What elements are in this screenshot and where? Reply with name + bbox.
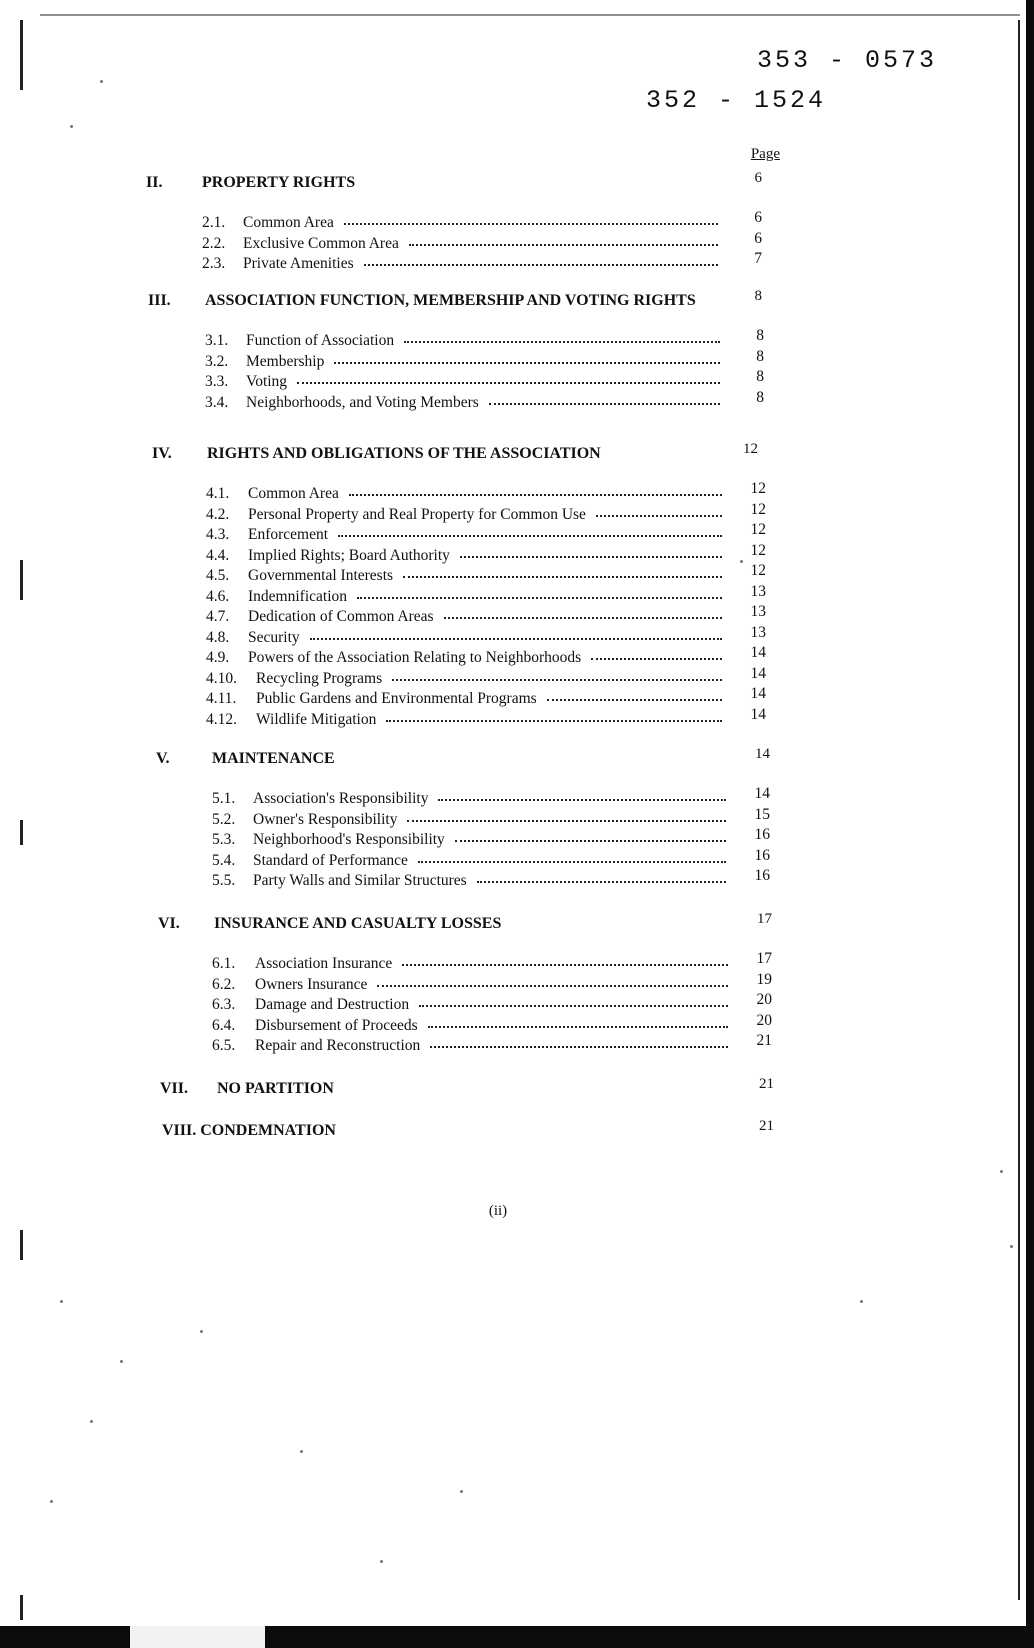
- stamp-number: 353 - 0573: [757, 46, 938, 75]
- toc-entry: [0, 582, 1034, 608]
- dot-leader: [377, 985, 728, 987]
- entry-title: Wildlife Mitigation: [256, 710, 377, 728]
- entry-page-number: 13: [750, 603, 766, 620]
- section-title: CONDEMNATION: [200, 1122, 336, 1139]
- toc-section: [0, 1076, 1034, 1104]
- entry-number: 4.12.: [206, 710, 237, 728]
- scan-speck: [90, 1420, 93, 1423]
- entry-number: 6.3.: [212, 996, 236, 1013]
- dot-leader: [428, 1026, 728, 1028]
- dot-leader: [438, 799, 726, 801]
- entry-title: Dedication of Common Areas: [248, 608, 434, 625]
- entry-page-number: 14: [750, 685, 766, 702]
- toc-entry: [0, 1011, 1034, 1037]
- section-number: IV.: [152, 445, 172, 462]
- dot-leader: [418, 861, 726, 863]
- entry-number: 3.4.: [205, 393, 229, 411]
- section-page-number: 21: [759, 1118, 774, 1134]
- entry-title: Common Area: [243, 214, 334, 231]
- toc-entry: [0, 209, 1034, 234]
- entry-number: 5.5.: [212, 872, 236, 889]
- entry-title: Public Gardens and Environmental Programs: [256, 690, 537, 707]
- entry-page-number: 20: [756, 991, 772, 1008]
- section-page-number: 12: [743, 441, 758, 457]
- dot-leader: [310, 638, 722, 640]
- entry-page-number: 13: [750, 623, 766, 641]
- entry-title: Owner's Responsibility: [253, 810, 398, 828]
- entry-number: 4.4.: [206, 546, 230, 564]
- entry-title: Recycling Programs: [256, 669, 383, 687]
- section-number: II.: [146, 174, 163, 191]
- toc-section: [0, 288, 1034, 316]
- entry-title: Exclusive Common Area: [243, 234, 399, 252]
- toc-entry: [0, 991, 1034, 1016]
- scan-speck: [60, 1300, 63, 1303]
- dot-leader: [460, 556, 722, 558]
- entry-number: 3.2.: [205, 352, 229, 370]
- scan-speck: [120, 1360, 123, 1363]
- entry-title: Damage and Destruction: [255, 996, 410, 1013]
- dot-leader: [364, 264, 718, 266]
- entry-number: 2.3.: [202, 255, 226, 272]
- section-page-number: 17: [757, 911, 772, 927]
- entry-title: Implied Rights; Board Authority: [248, 546, 450, 564]
- scan-edge-top: [40, 14, 1020, 16]
- scan-speck: [380, 1560, 383, 1563]
- dot-leader: [349, 494, 722, 496]
- toc-entry: [0, 805, 1034, 831]
- dot-leader: [404, 341, 720, 343]
- dot-leader: [338, 535, 722, 537]
- entry-page-number: 12: [750, 541, 766, 559]
- entry-title: Neighborhood's Responsibility: [253, 831, 445, 848]
- dot-leader: [386, 720, 722, 722]
- section-title: MAINTENANCE: [212, 750, 335, 767]
- toc-entry: [0, 826, 1034, 851]
- toc-entry: [0, 562, 1034, 587]
- entry-title: Indemnification: [248, 587, 347, 605]
- toc-entry: [0, 541, 1034, 567]
- entry-number: 4.1.: [206, 485, 230, 502]
- toc-entry: [0, 521, 1034, 546]
- scan-speck: [740, 560, 743, 563]
- entry-page-number: 16: [754, 846, 770, 864]
- scan-speck: [300, 1450, 303, 1453]
- toc-entry: [0, 388, 1034, 414]
- entry-page-number: 17: [756, 950, 772, 967]
- entry-number: 3.1.: [205, 332, 229, 349]
- dot-leader: [591, 658, 722, 660]
- entry-title: Disbursement of Proceeds: [255, 1016, 418, 1034]
- dot-leader: [357, 597, 722, 599]
- entry-number: 4.10.: [206, 669, 237, 687]
- entry-page-number: 16: [754, 826, 770, 843]
- page-number-footer: (ii): [488, 1203, 508, 1219]
- dot-leader: [477, 881, 726, 883]
- section-number: V.: [156, 750, 170, 767]
- toc-entry: [0, 623, 1034, 649]
- entry-page-number: 15: [754, 805, 770, 823]
- scan-speck: [860, 1300, 863, 1303]
- entry-page-number: 6: [754, 229, 762, 247]
- entry-page-number: 14: [754, 785, 770, 802]
- scan-edge-bottom-gap: [130, 1626, 265, 1648]
- scan-mark-left: [20, 1595, 23, 1620]
- section-page-number: 8: [754, 288, 762, 304]
- dot-leader: [455, 840, 726, 842]
- dot-leader: [489, 403, 720, 405]
- entry-title: Governmental Interests: [248, 567, 394, 584]
- dot-leader: [334, 362, 720, 364]
- dot-leader: [344, 223, 718, 225]
- entry-page-number: 8: [756, 388, 764, 406]
- toc-entry: [0, 500, 1034, 526]
- toc-section: [0, 746, 1034, 774]
- dot-leader: [403, 576, 722, 578]
- entry-page-number: 14: [750, 644, 766, 661]
- scan-speck: [1010, 1245, 1013, 1248]
- section-page-number: 14: [755, 746, 770, 762]
- scan-speck: [50, 1500, 53, 1503]
- entry-page-number: 7: [754, 250, 762, 267]
- entry-page-number: 13: [750, 582, 766, 600]
- entry-number: 6.5.: [212, 1037, 236, 1054]
- section-number: VI.: [158, 915, 180, 932]
- toc-entry: [0, 785, 1034, 810]
- entry-number: 4.8.: [206, 628, 230, 646]
- entry-title: Voting: [246, 373, 288, 390]
- scan-speck: [200, 1330, 203, 1333]
- scan-mark-left: [20, 1230, 23, 1260]
- toc-entry: [0, 327, 1034, 352]
- entry-title: Enforcement: [248, 526, 329, 543]
- section-title: NO PARTITION: [217, 1080, 334, 1097]
- entry-number: 5.1.: [212, 790, 236, 807]
- entry-title: Security: [248, 628, 300, 646]
- entry-page-number: 12: [750, 500, 766, 518]
- section-title: RIGHTS AND OBLIGATIONS OF THE ASSOCIATION: [207, 445, 601, 462]
- dot-leader: [297, 382, 720, 384]
- section-title: PROPERTY RIGHTS: [202, 174, 356, 191]
- entry-page-number: 14: [750, 664, 766, 682]
- toc-entry: [0, 250, 1034, 275]
- entry-title: Owners Insurance: [255, 975, 368, 993]
- dot-leader: [392, 679, 722, 681]
- toc-entry: [0, 664, 1034, 690]
- section-number: III.: [148, 292, 171, 309]
- scan-speck: [70, 125, 73, 128]
- entry-page-number: 14: [750, 705, 766, 723]
- section-title: ASSOCIATION FUNCTION, MEMBERSHIP AND VOTING RIGHTS: [205, 292, 696, 309]
- dot-leader: [596, 515, 722, 517]
- entry-page-number: 21: [756, 1032, 772, 1049]
- toc-entry: [0, 1032, 1034, 1057]
- entry-number: 4.7.: [206, 608, 230, 625]
- entry-number: 4.11.: [206, 690, 237, 707]
- toc-section: [0, 170, 1034, 198]
- entry-number: 4.9.: [206, 649, 230, 666]
- entry-number: 4.2.: [206, 505, 230, 523]
- entry-number: 6.2.: [212, 975, 236, 993]
- entry-number: 5.2.: [212, 810, 236, 828]
- toc-entry: [0, 867, 1034, 892]
- toc-entry: [0, 705, 1034, 731]
- entry-title: Neighborhoods, and Voting Members: [246, 393, 479, 411]
- toc-entry: [0, 603, 1034, 628]
- dot-leader: [419, 1005, 728, 1007]
- section-number: VII.: [160, 1080, 189, 1097]
- entry-title: Standard of Performance: [253, 851, 408, 869]
- entry-number: 4.3.: [206, 526, 230, 543]
- section-heading: [162, 1122, 336, 1140]
- entry-number: 2.1.: [202, 214, 226, 231]
- toc-entry: [0, 347, 1034, 373]
- entry-title: Association Insurance: [255, 955, 393, 972]
- toc-section: [0, 911, 1034, 939]
- page-column-header: Page: [750, 146, 780, 162]
- toc-entry: [0, 644, 1034, 669]
- dot-leader: [444, 617, 722, 619]
- entry-page-number: 8: [756, 327, 764, 344]
- entry-title: Membership: [246, 352, 325, 370]
- entry-number: 3.3.: [205, 373, 229, 390]
- entry-number: 2.2.: [202, 234, 226, 252]
- entry-page-number: 12: [750, 521, 766, 538]
- entry-title: Function of Association: [246, 332, 395, 349]
- toc-entry: [0, 685, 1034, 710]
- dot-leader: [430, 1046, 728, 1048]
- entry-page-number: 12: [750, 562, 766, 579]
- section-page-number: 21: [759, 1076, 774, 1092]
- stamp-number: 352 - 1524: [646, 86, 827, 115]
- dot-leader: [409, 244, 718, 246]
- section-title: INSURANCE AND CASUALTY LOSSES: [214, 915, 502, 932]
- entry-title: Private Amenities: [243, 255, 354, 272]
- entry-page-number: 8: [756, 347, 764, 365]
- entry-number: 5.4.: [212, 851, 236, 869]
- toc-entry: [0, 846, 1034, 872]
- entry-page-number: 8: [756, 368, 764, 385]
- section-number: VIII.: [162, 1122, 201, 1139]
- dot-leader: [402, 964, 728, 966]
- dot-leader: [407, 820, 726, 822]
- entry-number: 6.1.: [212, 955, 236, 972]
- section-page-number: 6: [754, 170, 762, 186]
- dot-leader: [547, 699, 722, 701]
- entry-title: Common Area: [248, 485, 339, 502]
- entry-number: 6.4.: [212, 1016, 236, 1034]
- toc-entry: [0, 229, 1034, 255]
- entry-number: 5.3.: [212, 831, 236, 848]
- toc-section: [0, 1118, 1034, 1146]
- entry-title: Party Walls and Similar Structures: [253, 872, 467, 889]
- entry-number: 4.5.: [206, 567, 230, 584]
- entry-page-number: 16: [754, 867, 770, 884]
- entry-page-number: 12: [750, 480, 766, 497]
- entry-page-number: 19: [756, 970, 772, 988]
- entry-page-number: 6: [754, 209, 762, 226]
- entry-page-number: 20: [756, 1011, 772, 1029]
- entry-title: Personal Property and Real Property for Common Use: [248, 505, 586, 523]
- toc-section: [0, 441, 1034, 469]
- scan-speck: [1000, 1170, 1003, 1173]
- scan-mark-left: [20, 20, 23, 90]
- entry-title: Association's Responsibility: [253, 790, 429, 807]
- entry-title: Repair and Reconstruction: [255, 1037, 421, 1054]
- entry-number: 4.6.: [206, 587, 230, 605]
- entry-title: Powers of the Association Relating to Neighborhoods: [248, 649, 582, 666]
- toc-entry: [0, 368, 1034, 393]
- toc-entry: [0, 970, 1034, 996]
- scan-speck: [460, 1490, 463, 1493]
- scan-speck: [100, 80, 103, 83]
- toc-entry: [0, 480, 1034, 505]
- toc-entry: [0, 950, 1034, 975]
